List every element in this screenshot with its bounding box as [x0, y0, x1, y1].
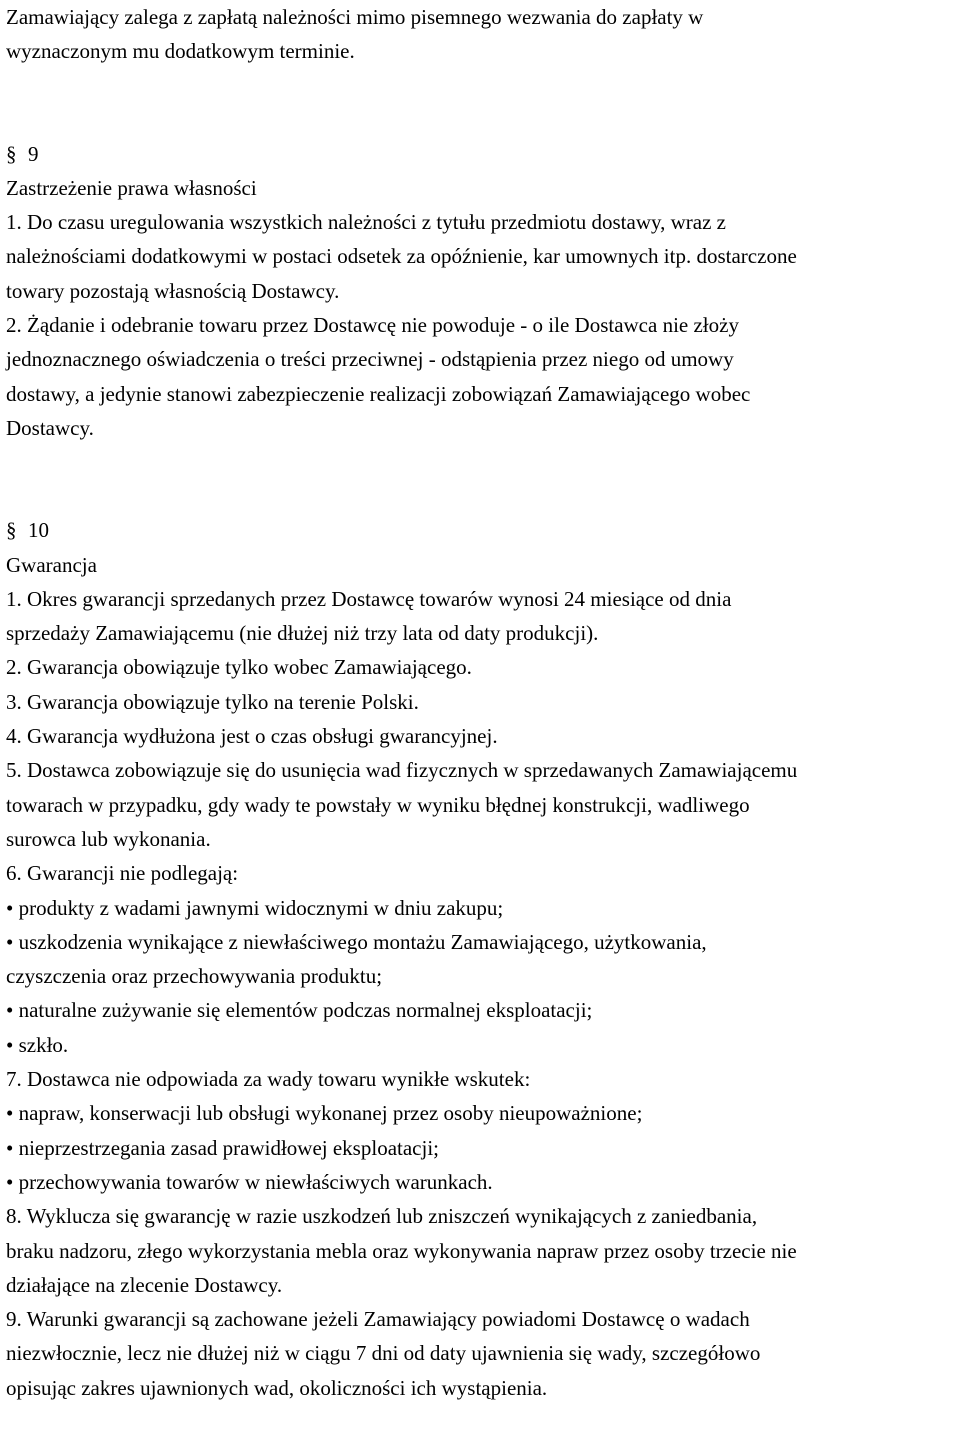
paragraph-line: towary pozostają własnością Dostawcy.: [6, 278, 340, 303]
paragraph-line: 9. Warunki gwarancji są zachowane jeżeli Zamawiający powiadomi Dostawcę o wadach: [6, 1307, 750, 1332]
list-item: • szkło.: [6, 1032, 69, 1057]
paragraph-line: 7. Dostawca nie odpowiada za wady towaru wynikłe wskutek:: [6, 1067, 531, 1092]
paragraph-line: surowca lub wykonania.: [6, 826, 211, 851]
section-sign: §: [6, 518, 17, 543]
paragraph-line: 1. Do czasu uregulowania wszystkich należności z tytułu przedmiotu dostawy, wraz z: [6, 210, 726, 235]
paragraph-line: czyszczenia oraz przechowywania produktu;: [6, 964, 383, 989]
paragraph-line: Zamawiający zalega z zapłatą należności mimo pisemnego wezwania do zapłaty w: [6, 5, 704, 29]
spacer: [6, 69, 956, 137]
section-sign: §: [6, 141, 17, 166]
list-item: • nieprzestrzegania zasad prawidłowej eksploatacji;: [6, 1135, 439, 1160]
section-title: Gwarancja: [6, 552, 97, 577]
paragraph-line: jednoznacznego oświadczenia o treści przeciwnej - odstąpienia przez niego od umowy: [6, 347, 734, 372]
paragraph-line: należnościami dodatkowymi w postaci odsetek za opóźnienie, kar umownych itp. dostarczone: [6, 244, 797, 269]
paragraph-line: dostawy, a jedynie stanowi zabezpieczenie realizacji zobowiązań Zamawiającego wobec: [6, 381, 751, 406]
section-number-value: 9: [28, 141, 39, 166]
paragraph-line: 4. Gwarancja wydłużona jest o czas obsługi gwarancyjnej.: [6, 724, 498, 749]
section-number: [6, 513, 956, 547]
paragraph-line: 2. Gwarancja obowiązuje tylko wobec Zamawiającego.: [6, 655, 472, 680]
paragraph-line: braku nadzoru, złego wykorzystania mebla oraz wykonywania napraw przez osoby trzecie nie: [6, 1238, 797, 1263]
paragraph-line: wyznaczonym mu dodatkowym terminie.: [6, 39, 355, 64]
paragraph-line: niezwłocznie, lecz nie dłużej niż w ciągu 7 dni od daty ujawnienia się wady, szczegółowo: [6, 1341, 761, 1366]
paragraph-line: towarach w przypadku, gdy wady te powstały w wyniku błędnej konstrukcji, wadliwego: [6, 792, 750, 817]
paragraph-line: działające na zlecenie Dostawcy.: [6, 1272, 283, 1297]
document-page: [6, 0, 956, 1405]
section-title: Zastrzeżenie prawa własności: [6, 175, 257, 200]
paragraph-line: 1. Okres gwarancji sprzedanych przez Dostawcę towarów wynosi 24 miesiące od dnia: [6, 586, 732, 611]
section-number: [6, 137, 956, 171]
paragraph-line: 5. Dostawca zobowiązuje się do usunięcia wad fizycznych w sprzedawanych Zamawiającemu: [6, 758, 798, 783]
paragraph-line: opisując zakres ujawnionych wad, okoliczności ich wystąpienia.: [6, 1375, 548, 1400]
paragraph-line: sprzedaży Zamawiającemu (nie dłużej niż trzy lata od daty produkcji).: [6, 621, 599, 646]
section-number-value: 10: [28, 518, 49, 543]
list-item: • naturalne zużywanie się elementów podczas normalnej eksploatacji;: [6, 998, 593, 1023]
paragraph-line: 8. Wyklucza się gwarancję w razie uszkodzeń lub zniszczeń wynikających z zaniedbania,: [6, 1204, 758, 1229]
paragraph-line: Dostawcy.: [6, 415, 94, 440]
spacer: [6, 445, 956, 513]
list-item: • napraw, konserwacji lub obsługi wykonanej przez osoby nieupoważnione;: [6, 1101, 643, 1126]
paragraph-line: 6. Gwarancji nie podlegają:: [6, 861, 239, 886]
list-item: • produkty z wadami jawnymi widocznymi w dniu zakupu;: [6, 895, 504, 920]
list-item: • uszkodzenia wynikające z niewłaściwego montażu Zamawiającego, użytkowania,: [6, 929, 707, 954]
list-item: • przechowywania towarów w niewłaściwych warunkach.: [6, 1169, 493, 1194]
paragraph-line: 2. Żądanie i odebranie towaru przez Dostawcę nie powoduje - o ile Dostawca nie złoży: [6, 313, 739, 338]
paragraph-line: 3. Gwarancja obowiązuje tylko na terenie Polski.: [6, 689, 419, 714]
